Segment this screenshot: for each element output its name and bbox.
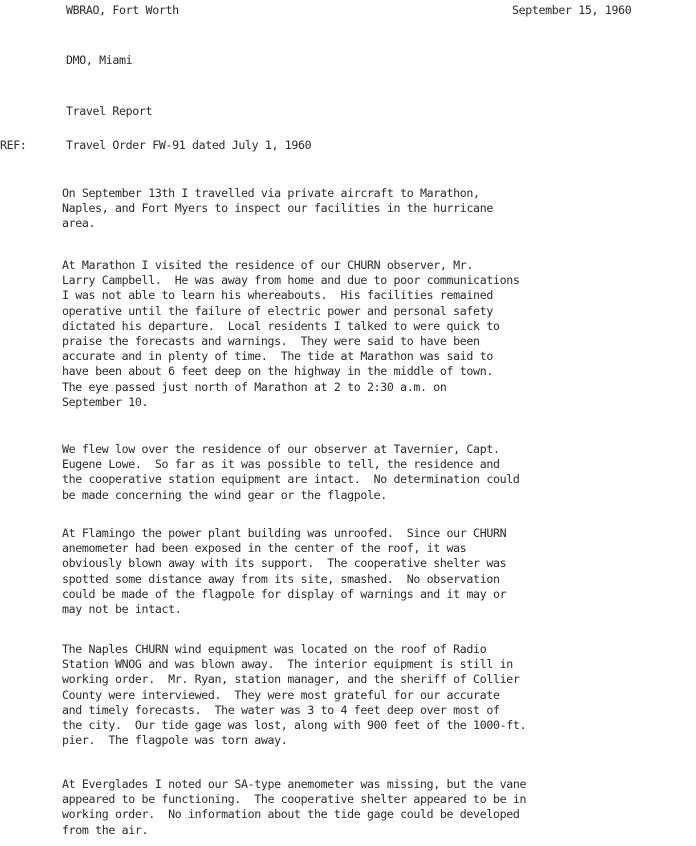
paragraph-line: working order. No information about the tide gage could be developed (62, 807, 520, 822)
reference-label: REF: (0, 138, 27, 152)
paragraph-line: obviously blown away with its support. The cooperative shelter was (62, 556, 507, 571)
paragraph-line: spotted some distance away from its site, smashed. No observation (62, 571, 500, 586)
paragraph-line: may not be intact. (62, 601, 182, 616)
paragraph-trip-summary (62, 186, 692, 232)
paragraph-everglades (62, 777, 692, 838)
paragraph-line: Eugene Lowe. So far as it was possible to tell, the residence and (62, 457, 500, 472)
paragraph-line: be made concerning the wind gear or the flagpole. (62, 487, 387, 502)
paragraph-line: pier. The flagpole was torn away. (62, 733, 288, 748)
reference-text: Travel Order FW-91 dated July 1, 1960 (66, 138, 312, 152)
paragraph-line: Larry Campbell. He was away from home and due to poor communications (62, 273, 520, 288)
paragraph-line: accurate and in plenty of time. The tide at Marathon was said to (62, 349, 493, 364)
paragraph-line: the cooperative station equipment are intact. No determination could (62, 472, 520, 487)
paragraph-line: from the air. (62, 822, 149, 837)
paragraph-flamingo (62, 526, 692, 617)
paragraph-line: Station WNOG and was blown away. The interior equipment is still in (62, 657, 513, 672)
paragraph-line: At Flamingo the power plant building was unroofed. Since our CHURN (62, 526, 507, 540)
paragraph-line: Naples, and Fort Myers to inspect our facilities in the hurricane (62, 201, 493, 216)
paragraph-line: the city. Our tide gage was lost, along with 900 feet of the 1000-ft. (62, 717, 527, 732)
paragraph-line: could be made of the flagpole for display of warnings and it may or (62, 586, 507, 601)
paragraph-line: area. (62, 216, 96, 231)
paragraph-line: September 10. (62, 394, 149, 409)
report-date: September 15, 1960 (512, 3, 632, 17)
paragraph-line: The eye passed just north of Marathon at 2 to 2:30 a.m. on (62, 379, 447, 394)
paragraph-line: The Naples CHURN wind equipment was located on the roof of Radio (62, 642, 487, 656)
paragraph-marathon (62, 258, 692, 410)
paragraph-line: dictated his departure. Local residents I talked to were quick to (62, 318, 500, 333)
paragraph-line: County were interviewed. They were most grateful for our accurate (62, 687, 500, 702)
paragraph-line: and timely forecasts. The water was 3 to 4 feet deep over most of (62, 702, 500, 717)
paragraph-line: At Everglades I noted our SA-type anemometer was missing, but the vane (62, 777, 527, 791)
paragraph-line: have been about 6 feet deep on the highway in the middle of town. (62, 364, 493, 379)
paragraph-line: We flew low over the residence of our observer at Tavernier, Capt. (62, 442, 500, 456)
paragraph-naples (62, 642, 692, 748)
paragraph-line: appeared to be functioning. The cooperative shelter appeared to be in (62, 792, 527, 807)
paragraph-line: I was not able to learn his whereabouts. His facilities remained (62, 288, 493, 303)
paragraph-line: operative until the failure of electric power and personal safety (62, 303, 493, 318)
report-subject: Travel Report (66, 104, 153, 118)
sender-office: WBRAO, Fort Worth (66, 3, 179, 17)
paragraph-line: On September 13th I travelled via private aircraft to Marathon, (62, 186, 480, 200)
paragraph-tavernier (62, 442, 692, 503)
recipient-office: DMO, Miami (66, 53, 133, 67)
paragraph-line: praise the forecasts and warnings. They were said to have been (62, 333, 480, 348)
paragraph-line: anemometer had been exposed in the center of the roof, it was (62, 541, 467, 556)
paragraph-line: working order. Mr. Ryan, station manager, and the sheriff of Collier (62, 672, 520, 687)
paragraph-line: At Marathon I visited the residence of our CHURN observer, Mr. (62, 258, 474, 272)
